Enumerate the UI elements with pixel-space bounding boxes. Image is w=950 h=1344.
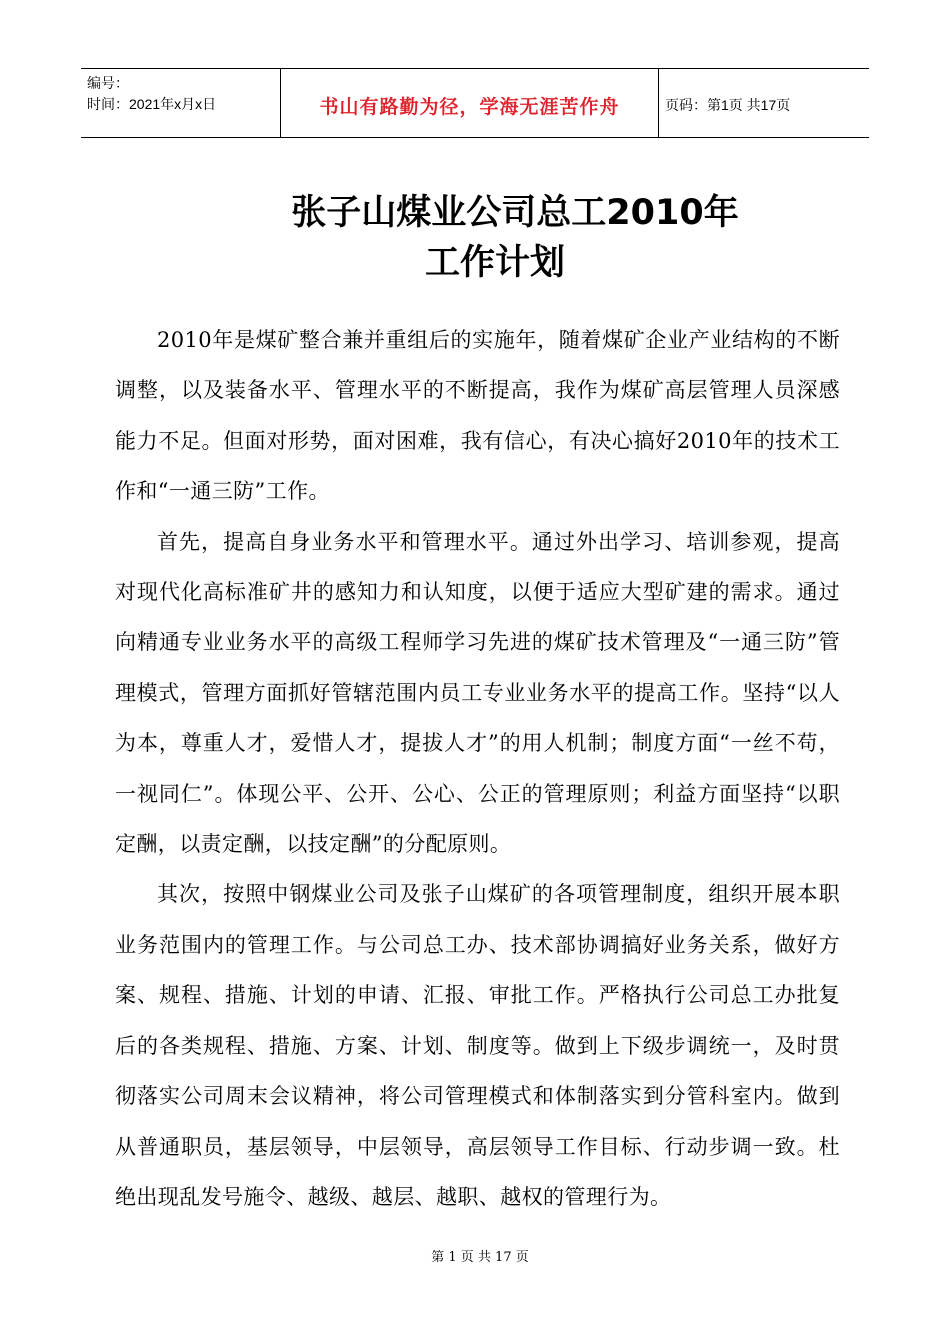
number-label: 编号： xyxy=(87,75,129,91)
document-header xyxy=(81,68,869,138)
page-footer: 第 1 页 共 17 页 xyxy=(431,1250,529,1265)
document-title-line-1: 张子山煤业公司总工2010年 xyxy=(291,193,739,233)
header-motto-cell xyxy=(281,69,659,137)
document-body xyxy=(115,315,840,1222)
header-page-info xyxy=(659,69,869,137)
header-meta xyxy=(81,69,281,137)
paragraph-1: 2010年是煤矿整合兼并重组后的实施年，随着煤矿企业产业结构的不断调整，以及装备水平、管理水平的不断提高，我作为煤矿高层管理人员深感能力不足。但面对形势，面对困难，我有信心，有决心搞好2010年的技术工作和“一通三防”工作。 xyxy=(115,328,840,504)
document-title-line-2: 工作计划 xyxy=(424,243,565,283)
paragraph-2: 首先，提高自身业务水平和管理水平。通过外出学习、培训参观，提高对现代化高标准矿井的感知力和认知度，以便于适应大型矿建的需求。通过向精通专业业务水平的高级工程师学习先进的煤矿技术管理及“一通三防”管理模式，管理方面抓好管辖范围内员工专业业务水平的提高工作。坚持“以人为本，尊重人才，爱惜人才，提拔人才”的用人机制；制度方面“一丝不苟，一视同仁”。体现公平、公开、公心、公正的管理原则；利益方面坚持“以职定酬，以责定酬，以技定酬”的分配原则。 xyxy=(115,529,840,857)
page-info-text: 页码：第1页 共17页 xyxy=(665,97,791,113)
motto-text: 书山有路勤为径，学海无涯苦作舟 xyxy=(319,95,620,118)
paragraph-3: 其次，按照中钢煤业公司及张子山煤矿的各项管理制度，组织开展本职业务范围内的管理工作。与公司总工办、技术部协调搞好业务关系，做好方案、规程、措施、计划的申请、汇报、审批工作。严格执行公司总工办批复后的各类规程、措施、方案、计划、制度等。做到上下级步调统一，及时贯彻落实公司周末会议精神，将公司管理模式和体制落实到分管科室内。做到从普通职员，基层领导，中层领导，高层领导工作目标、行动步调一致。杜绝出现乱发号施令、越级、越层、越职、越权的管理行为。 xyxy=(115,882,840,1209)
time-label: 时间：2021年x月x日 xyxy=(87,96,217,112)
